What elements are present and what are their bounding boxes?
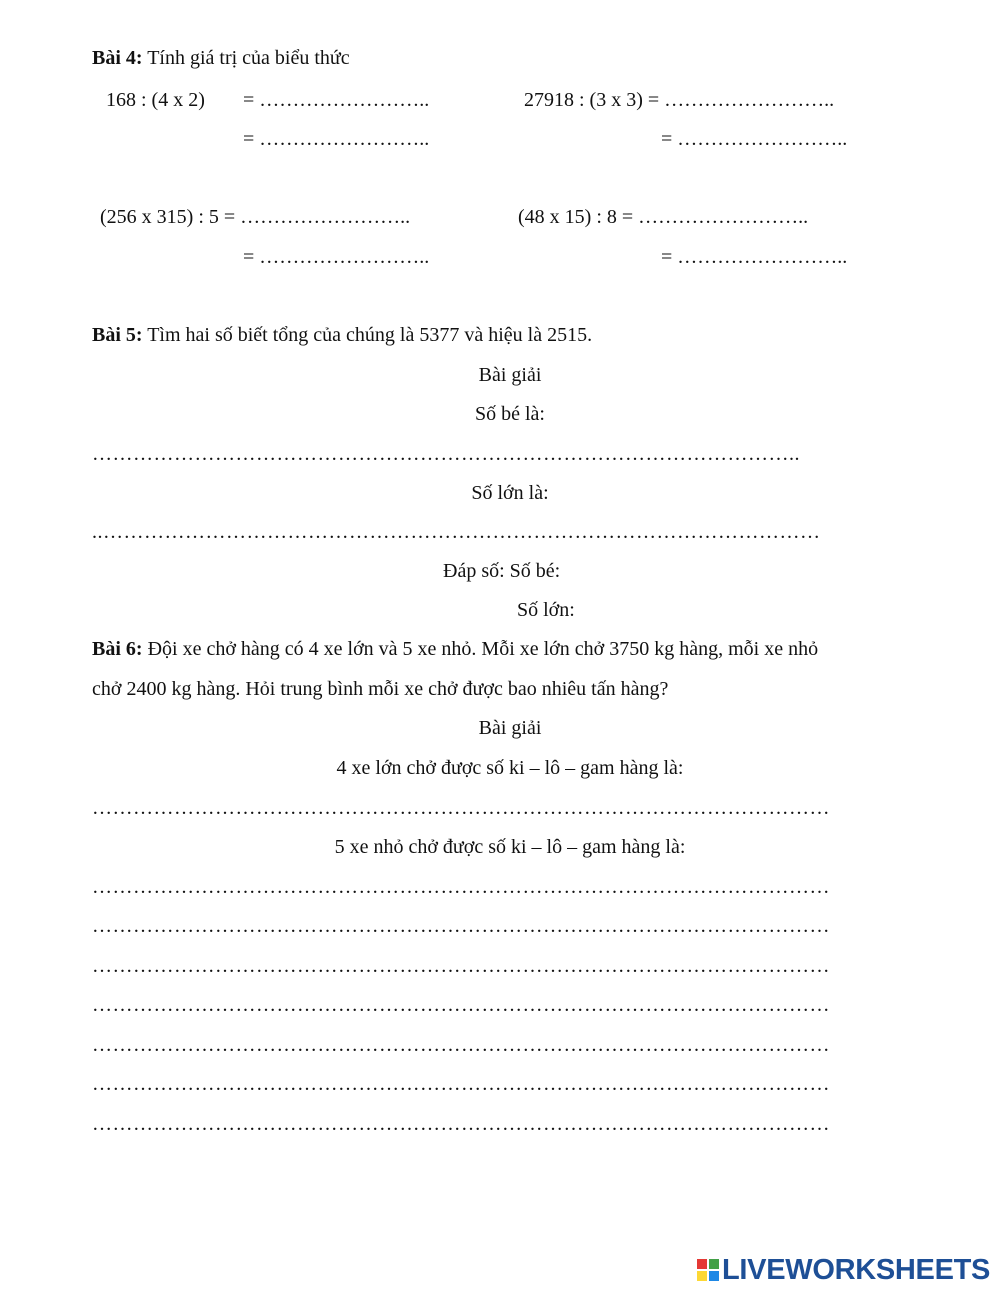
- bai6-title: [92, 637, 818, 661]
- bai5-answer-small[interactable]: Đáp số: Số bé:: [443, 560, 561, 582]
- logo-square-red: [697, 1259, 707, 1269]
- bai4-expr-1: 168 : (4 x 2): [106, 89, 205, 111]
- bai5-heading: Bài 5:: [92, 324, 143, 346]
- bai5-small-label: Số bé là:: [475, 403, 545, 425]
- bai6-big-trucks-label: 4 xe lớn chở được số ki – lô – gam hàng là:: [336, 757, 684, 779]
- bai6-prompt-line1: Đội xe chở hàng có 4 xe lớn và 5 xe nhỏ. Mỗi xe lớn chở 3750 kg hàng, mỗi xe nhỏ: [142, 638, 819, 660]
- bai4-answer-1b[interactable]: = ……………………..: [243, 128, 430, 150]
- bai4-answer-1a[interactable]: = ……………………..: [243, 89, 430, 111]
- bai6-heading: Bài 6:: [92, 638, 143, 660]
- bai4-answer-3b[interactable]: = ……………………..: [243, 246, 430, 268]
- bai6-answer-line-a[interactable]: ………………………………………………………………………………………………: [92, 797, 830, 819]
- bai6-answer-line-7[interactable]: ………………………………………………………………………………………………: [92, 1113, 830, 1135]
- bai4-expr-4[interactable]: (48 x 15) : 8 = ……………………..: [518, 206, 809, 228]
- liveworksheets-logo-icon: [697, 1259, 719, 1281]
- logo-square-blue: [709, 1271, 719, 1281]
- bai5-answer-line-1[interactable]: …………………………………………………………………………………………..: [92, 443, 800, 465]
- bai6-answer-line-6[interactable]: ………………………………………………………………………………………………: [92, 1073, 830, 1095]
- logo-square-green: [709, 1259, 719, 1269]
- bai4-answer-4b[interactable]: = ……………………..: [661, 246, 848, 268]
- bai6-answer-line-3[interactable]: ………………………………………………………………………………………………: [92, 955, 830, 977]
- bai6-prompt-line2: chở 2400 kg hàng. Hỏi trung bình mỗi xe chở được bao nhiêu tấn hàng?: [92, 678, 669, 700]
- bai4-heading: Bài 4:: [92, 47, 143, 69]
- bai4-title: [92, 46, 350, 70]
- liveworksheets-logo-text: LIVEWORKSHEETS: [722, 1253, 991, 1286]
- bai5-prompt: Tìm hai số biết tổng của chúng là 5377 và hiệu là 2515.: [142, 324, 593, 346]
- bai5-big-label: Số lớn là:: [471, 482, 549, 504]
- bai5-answer-line-2[interactable]: ..……………………………………………………………………………………………: [92, 521, 821, 543]
- bai6-answer-line-2[interactable]: ………………………………………………………………………………………………: [92, 915, 830, 937]
- bai5-answer-big[interactable]: Số lớn:: [517, 599, 575, 621]
- bai4-answer-2b[interactable]: = ……………………..: [661, 128, 848, 150]
- liveworksheets-logo: [697, 1253, 990, 1287]
- bai6-answer-line-5[interactable]: ………………………………………………………………………………………………: [92, 1034, 830, 1056]
- logo-square-yellow: [697, 1271, 707, 1281]
- bai4-expr-2[interactable]: 27918 : (3 x 3) = ……………………..: [524, 89, 835, 111]
- bai6-answer-line-1[interactable]: ………………………………………………………………………………………………: [92, 876, 830, 898]
- bai4-expr-3[interactable]: (256 x 315) : 5 = ……………………..: [100, 206, 411, 228]
- bai6-small-trucks-label: 5 xe nhỏ chở được số ki – lô – gam hàng là:: [334, 836, 686, 858]
- bai5-solution-title: Bài giải: [478, 364, 542, 386]
- bai6-solution-title: Bài giải: [478, 717, 542, 739]
- bai5-title: [92, 323, 592, 347]
- bai4-prompt: Tính giá trị của biểu thức: [142, 47, 350, 69]
- bai6-answer-line-4[interactable]: ………………………………………………………………………………………………: [92, 994, 830, 1016]
